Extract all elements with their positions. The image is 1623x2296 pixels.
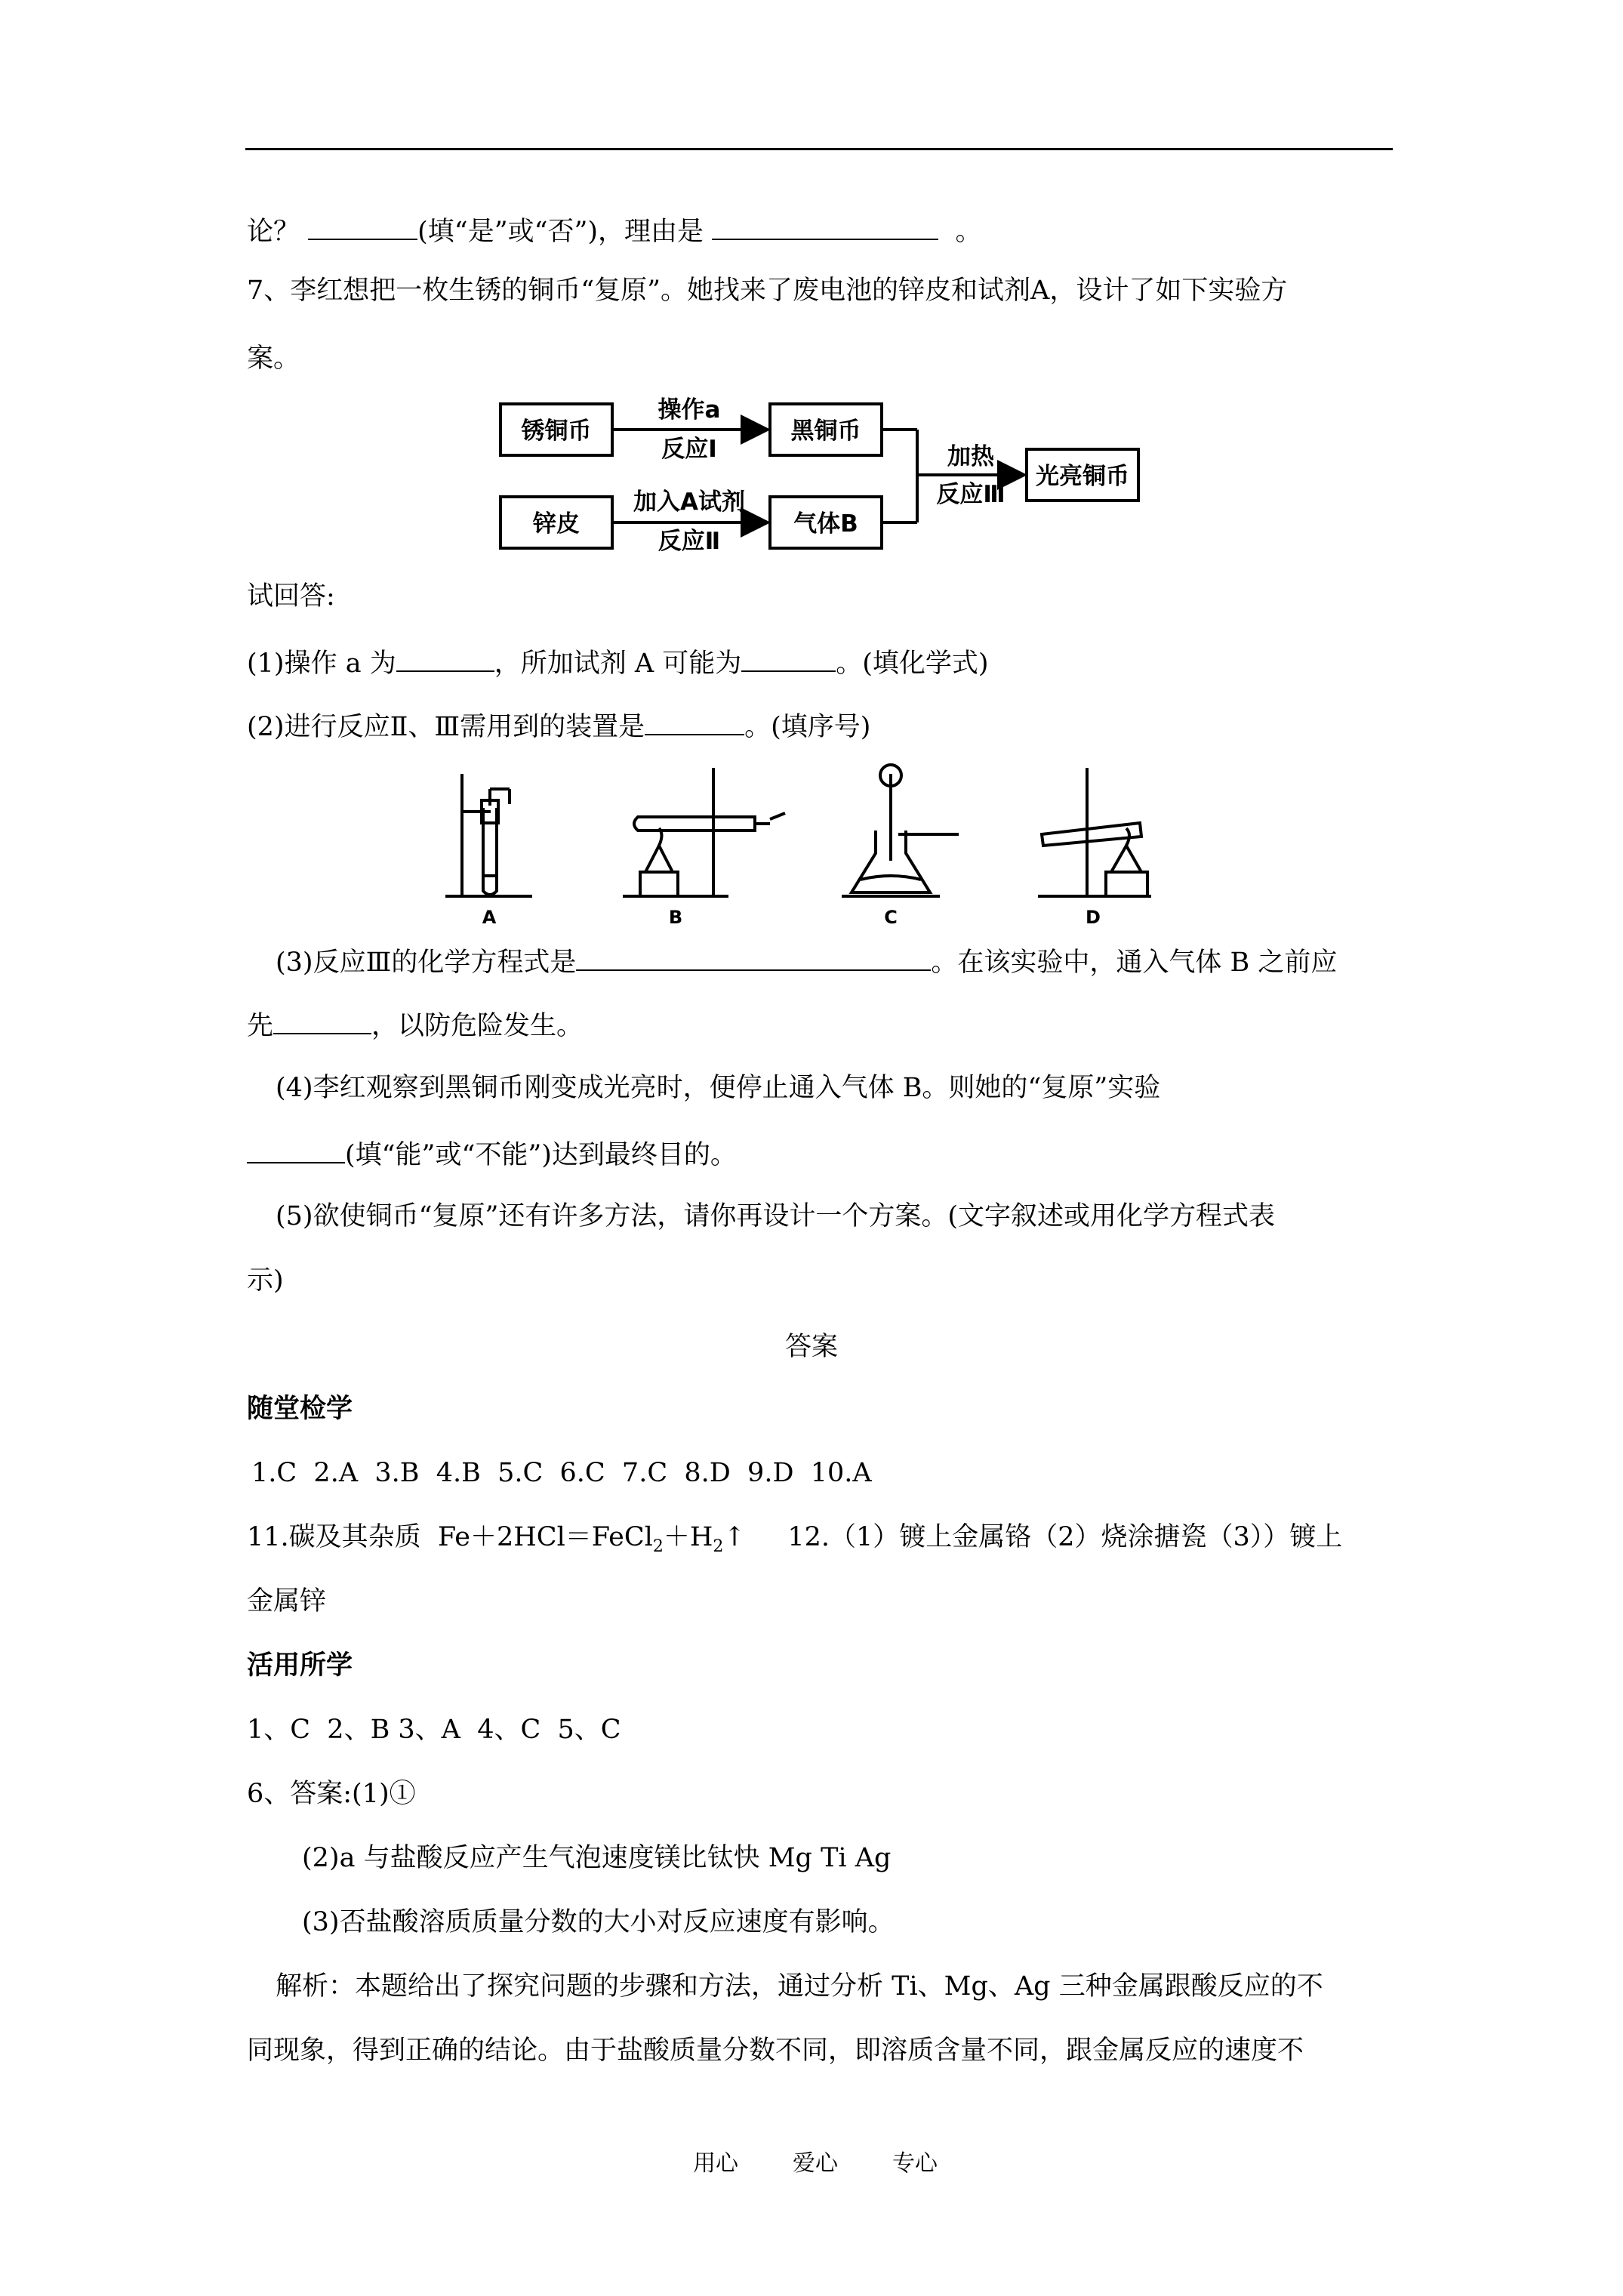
section-heading: 随堂检学	[247, 1393, 353, 1424]
analysis-line1: 解析：本题给出了探究问题的步骤和方法，通过分析 Ti、Mg、Ag 三种金属跟酸反应的不	[276, 1971, 1323, 2002]
answer-6-line3: (3)否盐酸溶质质量分数的大小对反应速度有影响。	[302, 1907, 895, 1937]
answer-blank	[712, 211, 938, 240]
answer-blank	[273, 1006, 371, 1034]
answer-blank	[308, 211, 417, 240]
ask-line: 试回答:	[247, 581, 335, 612]
arrow2-top-label: 加入A试剂	[633, 488, 745, 516]
mc-answers-2: 1、C 2、B 3、A 4、C 5、C	[247, 1715, 621, 1745]
arrow3-top-label: 加热	[947, 443, 994, 470]
q7-sub3-line2: 先 ，以防危险发生。	[247, 1006, 583, 1043]
answer-blank	[741, 643, 836, 672]
label-rusty-coin: 锈铜币	[521, 418, 592, 445]
prev-question-line: 论？ (填“是”或“否”)，理由是 。	[247, 211, 981, 249]
footer-word: 爱心	[793, 2150, 838, 2177]
q7-sub3-line1: (3)反应Ⅲ的化学方程式是 。在该实验中，通入气体 B 之前应	[276, 942, 1337, 980]
arrow3-bottom-label: 反应Ⅲ	[936, 481, 1006, 508]
answer-blank	[396, 643, 494, 672]
q7-sub2: (2)进行反应Ⅱ、Ⅲ需用到的装置是 。(填序号)	[247, 707, 870, 744]
apparatus-a	[445, 774, 532, 896]
footer-word: 专心	[892, 2150, 938, 2177]
answer-6-line1: 6、答案:(1)①	[247, 1779, 416, 1809]
apparatus-label-c: C	[884, 907, 898, 928]
q7-sub4-line2: (填“能”或“不能”)达到最终目的。	[247, 1135, 737, 1173]
q7-intro-line1: 7、李红想把一枚生锈的铜币“复原”。她找来了废电池的锌皮和试剂A，设计了如下实验方	[247, 276, 1288, 306]
apparatus-c	[842, 765, 959, 896]
apparatus-figure	[438, 759, 1200, 932]
label-gas-b: 气体B	[793, 510, 858, 538]
apparatus-b	[623, 768, 785, 896]
apparatus-d	[1038, 768, 1151, 896]
answer-blank	[645, 707, 744, 735]
answers-title: 答案	[784, 1332, 838, 1362]
q7-sub1: (1)操作 a 为 ，所加试剂 A 可能为 。(填化学式)	[247, 643, 989, 681]
answer-6-line2: (2)a 与盐酸反应产生气泡速度镁比钛快 Mg Ti Ag	[302, 1843, 892, 1873]
label-black-coin: 黑铜币	[790, 418, 861, 445]
answer-11-12: 11.碳及其杂质 $Fe+2HCl=FeCl_2+H_2↑$ 12.（1）镀上金属铬（2）烧涂搪瓷（3））镀上	[247, 1522, 1343, 1556]
apparatus-label-d: D	[1086, 907, 1101, 928]
apparatus-label-b: B	[668, 907, 683, 928]
label-zinc: 锌皮	[533, 510, 580, 538]
q7-intro-line2: 案。	[247, 344, 300, 374]
section-heading: 活用所学	[247, 1650, 353, 1681]
flow-diagram	[494, 389, 1144, 570]
q7-sub5-line1: (5)欲使铜币“复原”还有许多方法，请你再设计一个方案。(文字叙述或用化学方程式表	[276, 1201, 1276, 1231]
q7-sub5-line2: 示)	[247, 1265, 284, 1296]
answer-blank	[576, 942, 931, 971]
answer-12-cont: 金属锌	[247, 1586, 327, 1616]
mc-answers-1: 1.C 2.A 3.B 4.B 5.C 6.C 7.C 8.D 9.D 10.A	[251, 1458, 872, 1488]
label-bright-coin: 光亮铜币	[1036, 463, 1129, 490]
analysis-line2: 同现象，得到正确的结论。由于盐酸质量分数不同，即溶质含量不同，跟金属反应的速度不	[247, 2036, 1304, 2066]
answer-blank	[247, 1135, 345, 1163]
arrow2-bottom-label: 反应Ⅱ	[658, 528, 721, 555]
apparatus-label-a: A	[482, 907, 497, 928]
arrow1-bottom-label: 反应Ⅰ	[661, 436, 717, 463]
arrow1-top-label: 操作a	[658, 396, 721, 424]
q7-sub4-line1: (4)李红观察到黑铜币刚变成光亮时，便停止通入气体 B。则她的“复原”实验	[276, 1073, 1161, 1103]
footer-word: 用心	[693, 2150, 738, 2177]
header-rule	[245, 148, 1393, 150]
